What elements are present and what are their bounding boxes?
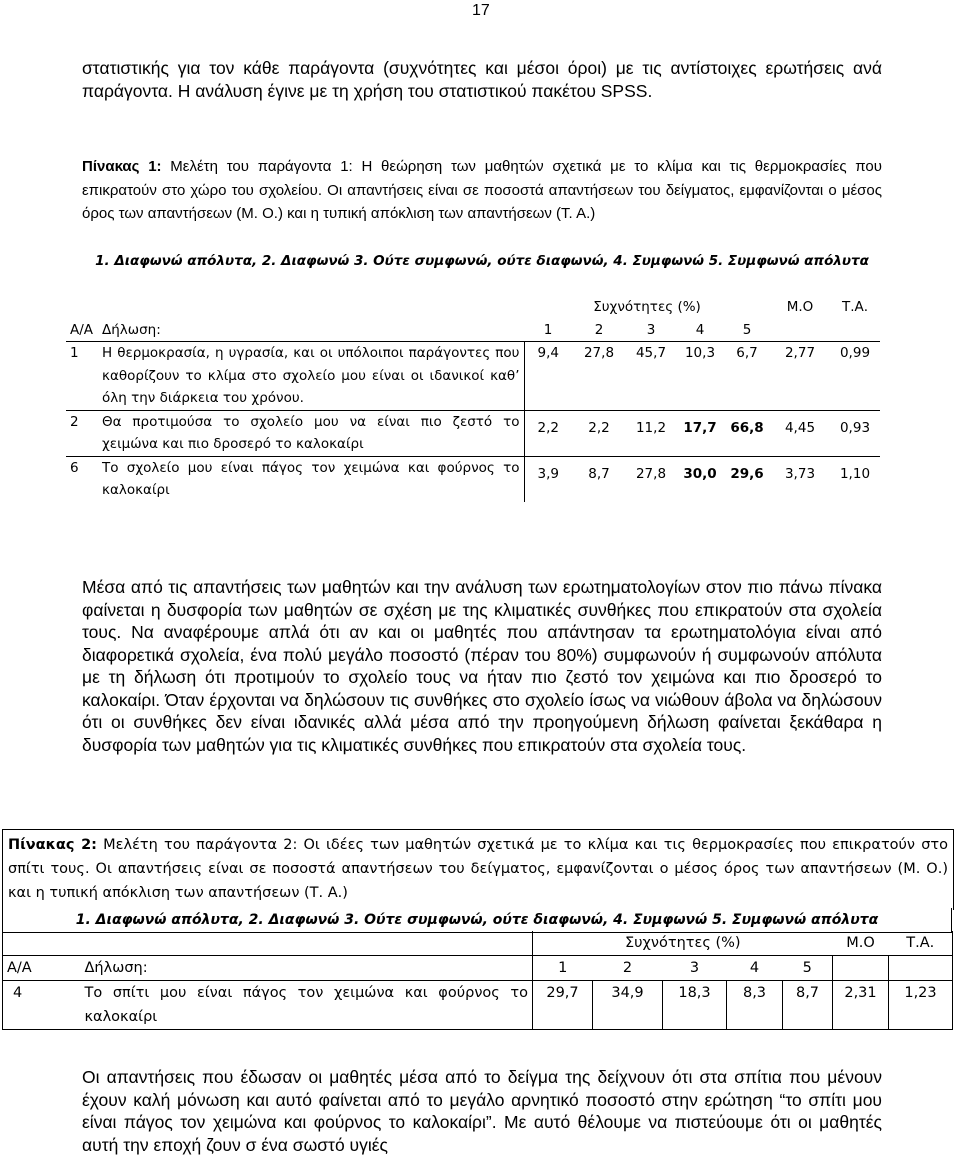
table1-freq-header: Συχνότητες (%) (593, 299, 701, 315)
table1-row2-statement: Θα προτιμούσα το σχολείο μου να είναι πιο ζεστό το χειμώνα και πιο δροσερό το καλοκαίρι (98, 410, 524, 456)
table2-row1-f3: 18,3 (663, 981, 727, 1030)
table1-sd-header: Τ.Α. (841, 299, 869, 315)
table1-scale-header-4: 4 (695, 321, 705, 338)
table2-freq-header: Συχνότητες (%) (624, 935, 741, 951)
intro-paragraph: στατιστικής για τον κάθε παράγοντα (συχνότητες και μέσοι όροι) με τις αντίστοιχες ερωτήσεις ανά παράγοντα. Η ανάλυση έγινε με τη χρήση του στατιστικού πακέτου SPSS. (82, 58, 882, 101)
table1-row2-f5: 66,8 (724, 410, 770, 456)
table1-row1-f3: 45,7 (626, 342, 676, 411)
final-paragraph: Οι απαντήσεις που έδωσαν οι μαθητές μέσα από το δείγμα της δείχνουν ότι στα σπίτια που μένουν έχουν καλή μόνωση και αυτό φαίνεται από το μεγάλο αρνητικό ποσοστό στην ερώτηση “το σπίτι μου είναι πάγος τον χειμώνα και φούρνος το καλοκαίρι”. Με αυτό θέλουμε να πιστεύουμε ότι οι μαθητές αυτή την εποχή ζουν σ ένα σωστό υγιές (82, 1067, 882, 1155)
table1-row2-aa: 2 (66, 410, 98, 456)
table2-row1-f1: 29,7 (533, 981, 593, 1030)
page-number: 17 (472, 2, 490, 19)
table1-row2-f4: 17,7 (676, 410, 724, 456)
table1-row1-f4: 10,3 (676, 342, 724, 411)
table1-row2-f2: 2,2 (572, 410, 626, 456)
table2-scale-header-4: 4 (727, 956, 783, 981)
table2-caption (8, 833, 948, 905)
table1-row1-statement: Η θερμοκρασία, η υγρασία, και οι υπόλοιποι παράγοντες που καθορίζουν το κλίμα στο σχολείο μου είναι οι ιδανικοί καθ’ όλη την διάρκεια του χρόνου. (98, 342, 524, 411)
table1-scale-header-3: 3 (646, 321, 656, 338)
table-row (3, 981, 953, 1030)
table2-scale-legend: 1. Διαφωνώ απόλυτα, 2. Διαφωνώ 3. Ούτε συμφωνώ, ούτε διαφωνώ, 4. Συμφωνώ 5. Συμφωνώ απόλυτα (2, 908, 952, 933)
table1-row1-aa: 1 (66, 342, 98, 411)
table2-scale-header-2: 2 (593, 956, 663, 981)
table1-row2-f3: 11,2 (626, 410, 676, 456)
table1-row3-f4: 30,0 (676, 456, 724, 502)
table1-scale-header-2: 2 (594, 321, 604, 338)
table2-row1-aa: 4 (3, 981, 81, 1030)
table2-row1-f4: 8,3 (727, 981, 783, 1030)
table1-row3-aa: 6 (66, 456, 98, 502)
table2-sd-header: Τ.Α. (889, 931, 953, 956)
table1-row2-sd: 0,93 (830, 410, 880, 456)
table2-mean-header: Μ.Ο (846, 935, 875, 951)
table2-scale-header-1: 1 (533, 956, 593, 981)
table-row (66, 456, 880, 502)
table2-caption-text: Μελέτη του παράγοντα 2: Οι ιδέες των μαθητών σχετικά με το κλίμα και τις θερμοκρασίες που επικρατούν στο σπίτι τους. Οι απαντήσεις είναι σε ποσοστά απαντήσεων του δείγματος, εμφανίζονται ο μέσος όρος των απαντήσεων (Μ. Ο.) και η τυπική απόκλιση των απαντήσεων (Τ. Α.) (8, 837, 948, 901)
table2-row1-sd: 1,23 (889, 981, 953, 1030)
table1-row1-f1: 9,4 (524, 342, 572, 411)
table1-aa-header: Α/Α (70, 321, 94, 338)
table1-row1-mean: 2,77 (770, 342, 830, 411)
table2-scale-header-5: 5 (783, 956, 833, 981)
table1-row2-f1: 2,2 (524, 410, 572, 456)
table2-caption-label: Πίνακας 2: (8, 837, 97, 853)
table1-row1-f2: 27,8 (572, 342, 626, 411)
table-row (66, 342, 880, 411)
table1-caption-label: Πίνακας 1: (82, 158, 162, 175)
table1 (66, 296, 880, 502)
table1-row3-f5: 29,6 (724, 456, 770, 502)
table2-aa-header: Α/Α (3, 956, 81, 981)
table1-row1-f5: 6,7 (724, 342, 770, 411)
table1-scale-header-1: 1 (543, 321, 553, 338)
table1-row3-f1: 3,9 (524, 456, 572, 502)
table2-scale-header-3: 3 (663, 956, 727, 981)
table1-row3-f3: 27,8 (626, 456, 676, 502)
table1-statement-header: Δήλωση: (102, 321, 161, 338)
table1-scale-legend: 1. Διαφωνώ απόλυτα, 2. Διαφωνώ 3. Ούτε συμφωνώ, ούτε διαφωνώ, 4. Συμφωνώ 5. Συμφωνώ απόλυτα (95, 253, 869, 269)
table2 (2, 931, 953, 1030)
middle-paragraph: Μέσα από τις απαντήσεις των μαθητών και την ανάλυση των ερωτηματολογίων στον πιο πάνω πίνακα φαίνεται η δυσφορία των μαθητών σε σχέση με της κλιματικές συνθήκες που επικρατούν στα σχολεία τους. Να αναφέρουμε απλά ότι αν και οι μαθητές που απάντησαν τα ερωτηματολόγια είναι από διαφορετικά σχολεία, ένα πολύ μεγάλο ποσοστό (πέραν του 80%) συμφωνούν ή συμφωνούν απόλυτα με τη δήλωση ότι προτιμούν το σχολείο τους να ήταν πιο ζεστό τον χειμώνα και πιο δροσερό το καλοκαίρι. Όταν έρχονται να δηλώσουν τις συνθήκες στο σχολείο ίσως να νιώθουν άβολα να δηλώσουν ότι οι συνθήκες δεν είναι ιδανικές αλλά μέσα από την προηγούμενη δήλωση φαίνεται ξεκάθαρα η δυσφορία των μαθητών για τις κλιματικές συνθήκες που επικρατούν στα σχολεία τους. (82, 577, 882, 755)
table1-caption-text: Μελέτη του παράγοντα 1: Η θεώρηση των μαθητών σχετικά με το κλίμα και τις θερμοκρασίες που επικρατούν στο χώρο του σχολείου. Οι απαντήσεις είναι σε ποσοστά απαντήσεων του δείγματος, εμφανίζονται ο μέσος όρος των απαντήσεων (Μ. Ο.) και η τυπική απόκλιση των απαντήσεων (Τ. Α.) (82, 158, 882, 222)
table-row (66, 410, 880, 456)
table1-row2-mean: 4,45 (770, 410, 830, 456)
table2-statement-header: Δήλωση: (81, 956, 533, 981)
table1-mean-header: Μ.Ο (786, 299, 814, 315)
table1-row3-mean: 3,73 (770, 456, 830, 502)
table1-row3-sd: 1,10 (830, 456, 880, 502)
table1-scale-header-5: 5 (742, 321, 752, 338)
table1-caption (82, 155, 882, 226)
table1-row3-statement: Το σχολείο μου είναι πάγος τον χειμώνα και φούρνος το καλοκαίρι (98, 456, 524, 502)
table2-row1-f2: 34,9 (593, 981, 663, 1030)
table2-row1-mean: 2,31 (833, 981, 889, 1030)
table1-row3-f2: 8,7 (572, 456, 626, 502)
table1-row1-sd: 0,99 (830, 342, 880, 411)
table2-row1-statement: Το σπίτι μου είναι πάγος τον χειμώνα και φούρνος το καλοκαίρι (81, 981, 533, 1030)
table2-row1-f5: 8,7 (783, 981, 833, 1030)
